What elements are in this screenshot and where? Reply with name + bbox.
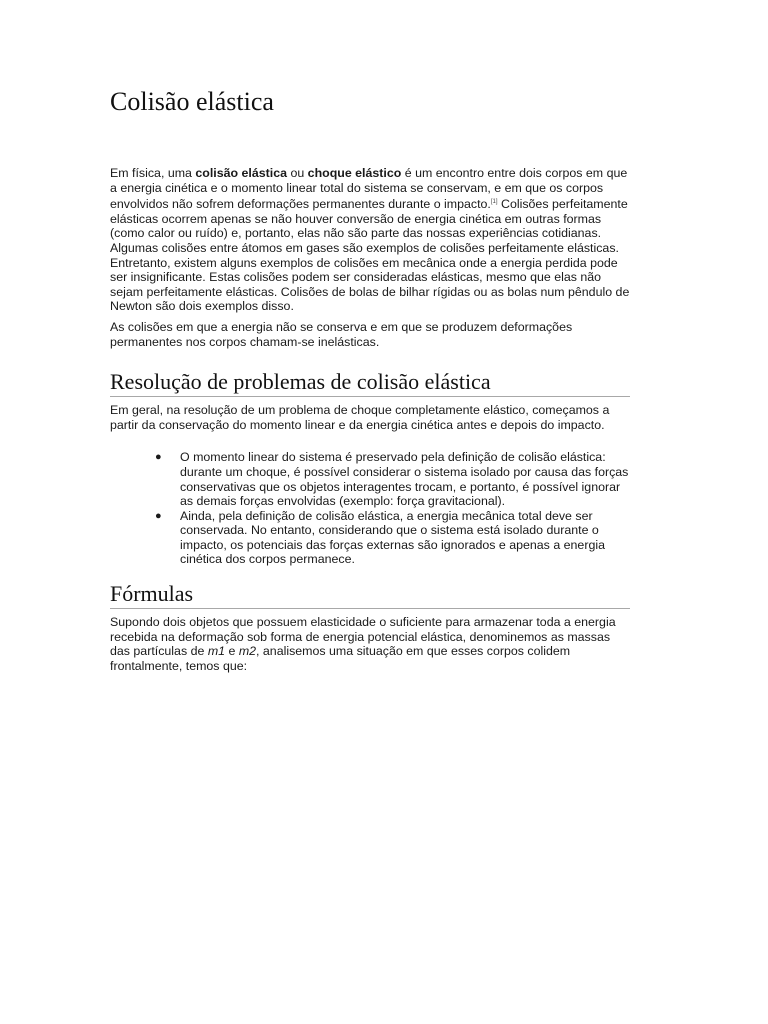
formulas-paragraph: [110, 615, 630, 673]
list-item-text: O momento linear do sistema é preservado pela definição de colisão elástica: durante um choque, é possível considerar o sistema isolado por causa das forças conservativas que os objetos interagentes trocam, e portanto, é possível ignorar as demais forças envolvidas (exemplo: força gravitacional).: [180, 450, 629, 509]
mass-m1: m1: [207, 644, 226, 659]
page-title: Colisão elástica: [110, 87, 274, 116]
article-content: [110, 86, 630, 673]
formulas-text-2: e: [225, 644, 239, 659]
resolucao-list: [110, 450, 630, 567]
mass-m2: m2: [238, 644, 257, 659]
list-item: [155, 508, 630, 567]
intro-paragraph: [110, 166, 630, 314]
formulas-text-3: , analisemos uma situação em que esses corpos colidem frontalmente, temos que:: [110, 644, 571, 673]
intro-text-4: Colisões perfeitamente elásticas ocorrem apenas se não houver conversão de energia cinética em outras formas (como calor ou ruído) e, portanto, elas não são parte das nossas experiências cotidianas. Algumas colisões entre átomos em gases são exemplos de colisões perfeitamente elásticas. Entretanto, existem alguns exemplos de colisões em mecânica onde a energia perdida pode ser insignificante. Estas colisões podem ser consideradas elásticas, mesmo que elas não sejam perfeitamente elásticas. Colisões de bolas de bilhar rígidas ou as bolas num pêndulo de Newton são dois exemplos disso.: [110, 197, 630, 314]
inelastic-paragraph: As colisões em que a energia não se conserva e em que se produzem deformações permanentes nos corpos chamam-se inelásticas.: [110, 319, 573, 349]
list-item-text: Ainda, pela definição de colisão elástica, a energia mecânica total deve ser conservada. No entanto, considerando que o sistema está isolado durante o impacto, os potenciais das forças externas são ignorados e apenas a energia cinética dos corpos permanece.: [180, 508, 605, 567]
term-colisao-elastica: colisão elástica: [195, 166, 287, 180]
list-item: [155, 450, 630, 509]
section-heading-formulas: Fórmulas: [110, 581, 630, 609]
bullet-icon: ●: [155, 451, 162, 464]
formulas-text-1: Supondo dois objetos que possuem elasticidade o suficiente para armazenar toda a energia recebida na deformação sob forma de energia potencial elástica, denominemos as massas das partículas de: [110, 615, 616, 659]
bullet-icon: ●: [155, 509, 162, 522]
intro-text-3: é um encontro entre dois corpos em que a energia cinética e o momento linear total do sistema se conservam, e em que os corpos envolvidos não sofrem deformações permanentes durante o impacto.: [110, 166, 628, 212]
resolucao-paragraph: Em geral, na resolução de um problema de choque completamente elástico, começamos a partir da conservação do momento linear e da energia cinética antes e depois do impacto.: [110, 403, 610, 432]
term-choque-elastico: choque elástico: [307, 166, 402, 180]
intro-text-2: ou: [287, 166, 308, 180]
reference-link[interactable]: [1]: [490, 199, 498, 206]
intro-text-1: Em física, uma: [110, 166, 196, 180]
section-heading-resolucao: Resolução de problemas de colisão elástica: [110, 369, 630, 397]
